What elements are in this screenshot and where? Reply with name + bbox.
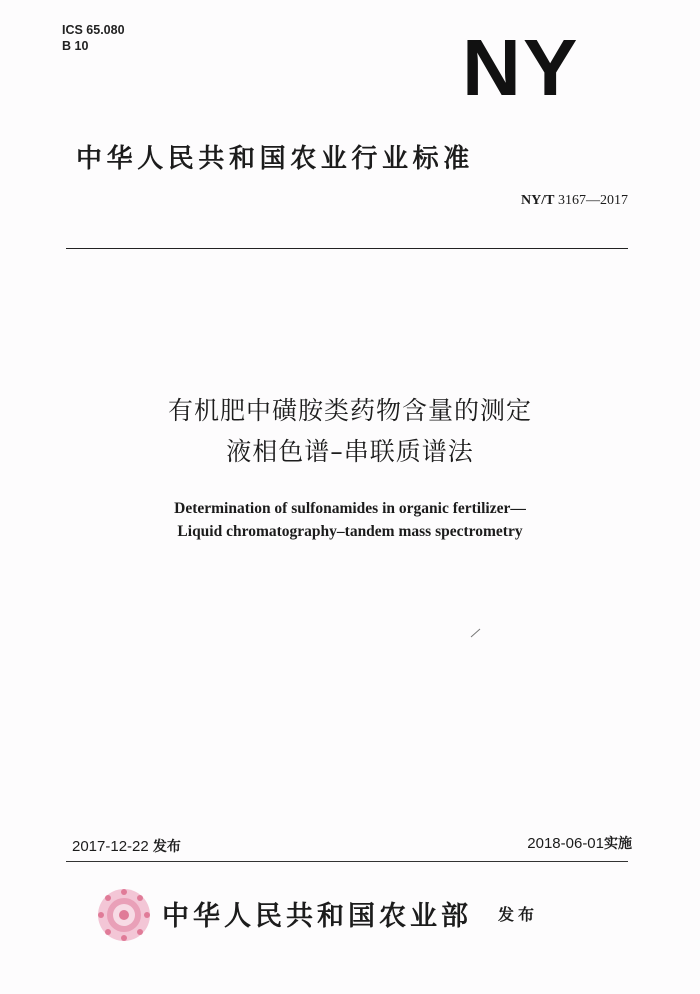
footer-divider (66, 861, 628, 862)
ccs-code: B 10 (62, 39, 89, 53)
ny-logo: NY (462, 23, 580, 112)
classification-block (62, 22, 125, 54)
title-cn-line1: 有机肥中磺胺类药物含量的测定 (167, 396, 532, 425)
title-en-line1: Determination of sulfonamides in organic fertilizer— (174, 500, 526, 517)
title-cn-line2: 液相色谱–串联质谱法 (226, 437, 474, 466)
release-date-block (72, 836, 181, 856)
pen-mark (470, 628, 482, 638)
header-divider (66, 248, 628, 249)
standard-code-prefix: NY/T (521, 193, 555, 208)
title-en-line2: Liquid chromatography–tandem mass spectrometry (177, 523, 523, 540)
implement-date-block (527, 833, 632, 853)
release-date: 2017-12-22 (72, 838, 149, 855)
issuer-label: 发布 (498, 905, 539, 924)
ics-code: ICS 65.080 (62, 23, 125, 37)
issuer-name: 中华人民共和国农业部 (162, 901, 472, 932)
standard-title: 中华人民共和国农业行业标准 (76, 144, 474, 174)
ministry-seal-icon (97, 888, 151, 942)
standard-code-number: 3167—2017 (558, 193, 628, 208)
implement-label: 实施 (604, 836, 632, 852)
implement-date: 2018-06-01 (527, 835, 604, 852)
release-label: 发布 (152, 839, 181, 855)
standard-code (521, 193, 628, 209)
